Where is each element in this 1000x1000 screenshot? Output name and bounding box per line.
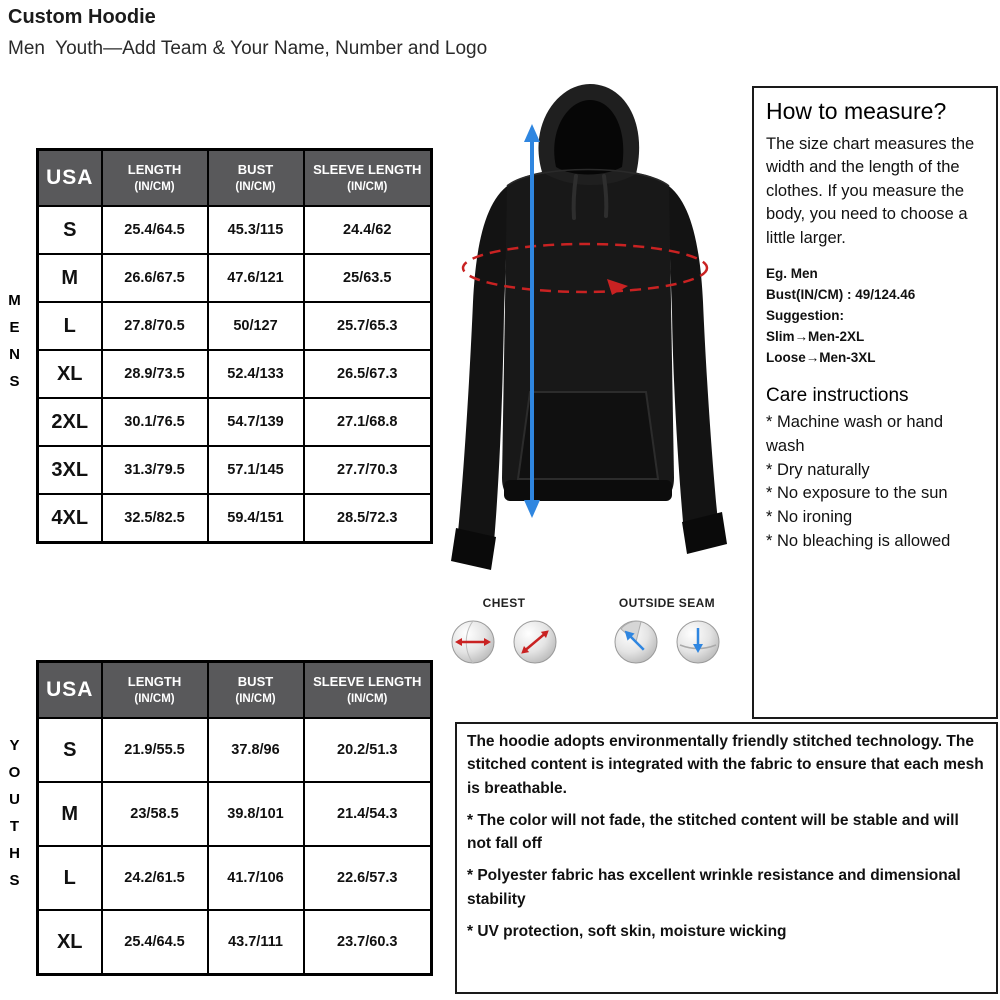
size-table-row <box>38 206 432 254</box>
text-line: * No bleaching is allowed <box>766 532 951 551</box>
mens-size-table <box>36 148 433 544</box>
youths-size-table <box>36 660 433 976</box>
length-value: 24.2/61.5 <box>102 846 208 910</box>
outside-seam-label: OUTSIDE SEAM <box>618 596 716 610</box>
usa-header: USA <box>38 150 102 207</box>
youths-size-table-block <box>6 660 433 976</box>
text-line: * Dry naturally <box>766 460 870 479</box>
size-label: S <box>38 718 102 782</box>
column-name: SLEEVE LENGTH <box>313 162 422 178</box>
fabric-note-list <box>467 809 986 943</box>
mens-table-body <box>38 206 432 543</box>
sleeve-value: 23.7/60.3 <box>304 910 432 975</box>
size-label: M <box>38 254 102 302</box>
seam-down-icon <box>675 619 721 665</box>
column-unit: (IN/CM) <box>235 180 276 193</box>
sleeve-value: 21.4/54.3 <box>304 782 432 846</box>
how-to-measure-panel <box>752 86 998 719</box>
bust-value: 45.3/115 <box>208 206 304 254</box>
column-unit: (IN/CM) <box>347 692 388 705</box>
column-unit: (IN/CM) <box>134 692 175 705</box>
length-value: 28.9/73.5 <box>102 350 208 398</box>
sleeve-column-header <box>304 662 432 719</box>
pocket <box>518 392 658 479</box>
text-line: * Polyester fabric has excellent wrinkle resistance and dimensional stability <box>467 867 961 908</box>
length-value: 21.9/55.5 <box>102 718 208 782</box>
length-column-header <box>102 662 208 719</box>
size-label: S <box>38 206 102 254</box>
sleeve-value: 27.1/68.8 <box>304 398 432 446</box>
bust-value: 50/127 <box>208 302 304 350</box>
size-table-row <box>38 910 432 975</box>
sleeve-value: 22.6/57.3 <box>304 846 432 910</box>
text-line: Loose→Men-3XL <box>766 349 876 365</box>
chest-measure-group <box>450 596 558 665</box>
size-label: 4XL <box>38 494 102 543</box>
sizing-example <box>766 264 984 369</box>
text-line: Eg. Men <box>766 266 818 282</box>
size-label: L <box>38 302 102 350</box>
bust-value: 47.6/121 <box>208 254 304 302</box>
length-value: 23/58.5 <box>102 782 208 846</box>
mens-size-table-block <box>6 148 433 544</box>
bust-value: 59.4/151 <box>208 494 304 543</box>
how-to-measure-body: The size chart measures the width and the length of the clothes. If you measure the body, you need to choose a little larger. <box>766 135 975 247</box>
text-line: * UV protection, soft skin, moisture wicking <box>467 922 787 940</box>
size-label: 3XL <box>38 446 102 494</box>
text-line: * Machine wash or hand wash <box>766 412 944 455</box>
column-name: BUST <box>237 674 274 690</box>
sleeve-value: 25.7/65.3 <box>304 302 432 350</box>
mens-table-header-row <box>38 150 432 207</box>
bust-value: 37.8/96 <box>208 718 304 782</box>
column-name: LENGTH <box>127 674 182 690</box>
bust-column-header <box>208 150 304 207</box>
sleeve-column-header <box>304 150 432 207</box>
text-line: Slim→Men-2XL <box>766 328 865 344</box>
sleeve-value: 26.5/67.3 <box>304 350 432 398</box>
column-unit: (IN/CM) <box>235 692 276 705</box>
sleeve-value: 20.2/51.3 <box>304 718 432 782</box>
usa-header: USA <box>38 662 102 719</box>
product-subtitle: Men Youth—Add Team & Your Name, Number and Logo <box>8 38 488 59</box>
bust-value: 41.7/106 <box>208 846 304 910</box>
column-name: SLEEVE LENGTH <box>313 674 422 690</box>
size-table-row <box>38 846 432 910</box>
chest-label: CHEST <box>482 596 526 610</box>
fabric-note-intro: The hoodie adopts environmentally friendly stitched technology. The stitched content is integrated with the fabric to ensure that each mesh is breathable. <box>467 733 984 797</box>
length-value: 31.3/79.5 <box>102 446 208 494</box>
size-label: 2XL <box>38 398 102 446</box>
how-to-measure-heading: How to measure? <box>766 98 947 124</box>
size-label: M <box>38 782 102 846</box>
outside-seam-group <box>613 596 721 665</box>
size-table-row <box>38 446 432 494</box>
bust-value: 39.8/101 <box>208 782 304 846</box>
length-value: 27.8/70.5 <box>102 302 208 350</box>
bust-value: 54.7/139 <box>208 398 304 446</box>
mens-group-label: MENS <box>6 292 23 400</box>
length-value: 32.5/82.5 <box>102 494 208 543</box>
column-unit: (IN/CM) <box>134 180 175 193</box>
sleeve-value: 24.4/62 <box>304 206 432 254</box>
length-value: 25.4/64.5 <box>102 206 208 254</box>
bust-value: 43.7/111 <box>208 910 304 975</box>
size-table-row <box>38 494 432 543</box>
size-table-row <box>38 782 432 846</box>
care-instructions-heading: Care instructions <box>766 384 909 406</box>
size-label: L <box>38 846 102 910</box>
sleeve-value: 27.7/70.3 <box>304 446 432 494</box>
text-line: Bust(IN/CM) : 49/124.46 <box>766 287 916 303</box>
sleeve-value: 28.5/72.3 <box>304 494 432 543</box>
length-value: 25.4/64.5 <box>102 910 208 975</box>
care-instructions-list <box>766 411 984 555</box>
bust-column-header <box>208 662 304 719</box>
size-label: XL <box>38 350 102 398</box>
hoodie-image <box>428 80 758 600</box>
youths-table-body <box>38 718 432 975</box>
chest-width-icon <box>450 619 496 665</box>
sleeve-value: 25/63.5 <box>304 254 432 302</box>
chest-diagonal-icon <box>512 619 558 665</box>
measure-legend <box>450 596 721 665</box>
text-line: Suggestion: <box>766 307 844 323</box>
text-line: * No ironing <box>766 508 853 527</box>
column-name: BUST <box>237 162 274 178</box>
text-line: * The color will not fade, the stitched content will be stable and will not fall off <box>467 811 959 852</box>
length-value: 26.6/67.5 <box>102 254 208 302</box>
column-unit: (IN/CM) <box>347 180 388 193</box>
size-table-row <box>38 718 432 782</box>
size-table-row <box>38 254 432 302</box>
length-value: 30.1/76.5 <box>102 398 208 446</box>
youths-group-label: YOUTHS <box>6 737 23 899</box>
bust-value: 52.4/133 <box>208 350 304 398</box>
chest-icons <box>450 619 558 665</box>
column-name: LENGTH <box>127 162 182 178</box>
outside-seam-icons <box>613 619 721 665</box>
length-column-header <box>102 150 208 207</box>
text-line: * No exposure to the sun <box>766 484 948 503</box>
size-table-row <box>38 302 432 350</box>
fabric-note-box <box>455 722 998 994</box>
size-table-row <box>38 398 432 446</box>
size-table-row <box>38 350 432 398</box>
youths-table-header-row <box>38 662 432 719</box>
size-label: XL <box>38 910 102 975</box>
seam-up-icon <box>613 619 659 665</box>
bust-value: 57.1/145 <box>208 446 304 494</box>
product-title: Custom Hoodie <box>8 6 156 28</box>
